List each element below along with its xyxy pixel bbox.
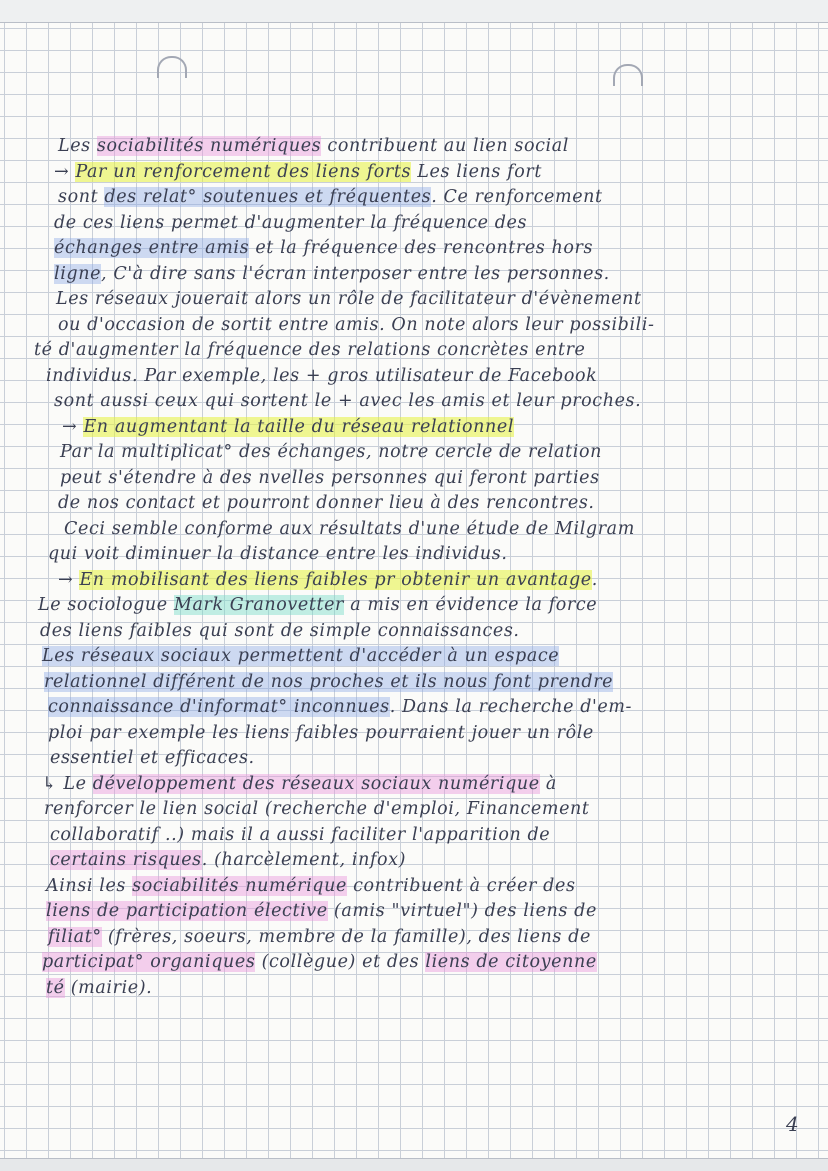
text-line bbox=[48, 695, 632, 719]
highlighted-text: développement des réseaux sociaux numérique bbox=[92, 773, 540, 794]
line-text: (collègue) et des bbox=[255, 952, 426, 972]
text-line bbox=[58, 313, 655, 337]
line-text: Ceci semble conforme aux résultats d'une étude de Milgram bbox=[64, 518, 635, 539]
line-text: . bbox=[591, 569, 598, 590]
line-text: des liens faibles qui sont de simple connaissances. bbox=[40, 620, 520, 641]
highlighted-text: connaissance d'informat° inconnues bbox=[48, 697, 390, 717]
line-text: de ces liens permet d'augmenter la fréquence des bbox=[54, 212, 528, 233]
line-text: Les bbox=[58, 136, 97, 156]
text-line bbox=[50, 746, 255, 770]
text-line bbox=[48, 925, 591, 949]
line-text: collaboratif ..) mais il a aussi faciliter l'apparition de bbox=[50, 824, 551, 845]
text-line bbox=[46, 364, 597, 388]
text-line bbox=[54, 211, 527, 235]
line-text: té d'augmenter la fréquence des relations concrètes entre bbox=[34, 340, 586, 360]
text-line bbox=[46, 976, 152, 1000]
page-bottom-edge bbox=[0, 1158, 828, 1171]
highlighted-text: En augmentant la taille du réseau relationnel bbox=[83, 416, 515, 437]
line-text: peut s'étendre à des nvelles personnes qui feront parties bbox=[60, 467, 600, 488]
text-line bbox=[64, 517, 635, 541]
highlighted-text: té bbox=[46, 977, 65, 998]
line-text: individus. Par exemple, les + gros utilisateur de Facebook bbox=[46, 365, 598, 386]
highlighted-text: En mobilisant des liens faibles pr obtenir un avantage bbox=[79, 569, 592, 590]
text-line bbox=[54, 236, 593, 260]
line-text: a mis en évidence la force bbox=[344, 595, 598, 615]
text-line bbox=[50, 823, 550, 847]
text-line bbox=[40, 619, 520, 643]
line-text: (amis "virtuel") des liens de bbox=[327, 901, 597, 921]
text-line bbox=[50, 848, 406, 872]
line-text: ↳ Le bbox=[42, 773, 93, 794]
line-text: renforcer le lien social (recherche d'emploi, Financement bbox=[44, 799, 590, 819]
line-text: contribuent au lien social bbox=[321, 136, 569, 156]
line-text: et la fréquence des rencontres hors bbox=[249, 238, 594, 258]
line-text: (mairie). bbox=[64, 977, 153, 998]
text-line bbox=[46, 874, 576, 898]
line-text: Par la multiplicat° des échanges, notre cercle de relation bbox=[60, 442, 602, 462]
binder-hole-right bbox=[613, 64, 643, 86]
text-line bbox=[42, 950, 597, 974]
line-text: → bbox=[54, 161, 76, 182]
highlighted-text: Les réseaux sociaux permettent d'accéder à un espace bbox=[42, 646, 560, 666]
line-text: essentiel et efficaces. bbox=[50, 748, 255, 768]
line-text: contribuent à créer des bbox=[346, 875, 576, 896]
text-line bbox=[58, 491, 595, 515]
text-line bbox=[46, 899, 597, 923]
page-top-edge bbox=[0, 0, 828, 23]
text-line bbox=[34, 338, 586, 362]
text-line bbox=[54, 160, 542, 184]
highlighted-text: ligne bbox=[54, 263, 102, 284]
line-text: de nos contact et pourront donner lieu à des rencontres. bbox=[58, 493, 595, 513]
text-line bbox=[58, 134, 569, 158]
line-text: → bbox=[58, 569, 80, 590]
line-text: ploi par exemple les liens faibles pourraient jouer un rôle bbox=[48, 722, 594, 743]
highlighted-text: sociabilités numériques bbox=[96, 136, 322, 156]
line-text: . Ce renforcement bbox=[431, 187, 603, 207]
highlighted-text: relationnel différent de nos proches et ils nous font prendre bbox=[44, 671, 614, 692]
highlighted-text: sociabilités numérique bbox=[132, 875, 347, 896]
line-text: . (harcèlement, infox) bbox=[201, 850, 407, 870]
highlighted-text: participat° organiques bbox=[42, 952, 256, 972]
text-line bbox=[38, 593, 597, 617]
highlighted-text: liens de participation élective bbox=[46, 901, 328, 921]
line-text: → bbox=[62, 416, 84, 437]
text-line bbox=[44, 670, 613, 694]
highlighted-text: liens de citoyenne bbox=[425, 952, 597, 972]
highlighted-text: échanges entre amis bbox=[54, 238, 250, 258]
highlighted-text: des relat° soutenues et fréquentes bbox=[104, 187, 432, 207]
line-text: Les liens fort bbox=[411, 161, 542, 182]
highlighted-text: certains risques bbox=[50, 850, 202, 870]
text-line bbox=[62, 415, 514, 439]
line-text: Les réseaux jouerait alors un rôle de facilitateur d'évènement bbox=[56, 289, 642, 309]
text-line bbox=[54, 262, 610, 286]
line-text: . Dans la recherche d'em- bbox=[389, 697, 633, 717]
text-line bbox=[56, 287, 642, 311]
text-line bbox=[60, 440, 602, 464]
text-line bbox=[48, 542, 508, 566]
line-text: , C'à dire sans l'écran interposer entre les personnes. bbox=[101, 263, 610, 284]
line-text: à bbox=[539, 773, 557, 794]
text-line bbox=[48, 721, 594, 745]
highlighted-text: Mark Granovetter bbox=[173, 595, 345, 615]
text-line bbox=[58, 185, 603, 209]
binder-hole-left bbox=[157, 56, 187, 78]
text-line bbox=[60, 466, 600, 490]
highlighted-text: filiat° bbox=[48, 926, 102, 947]
text-line bbox=[42, 644, 559, 668]
line-text: ou d'occasion de sortit entre amis. On note alors leur possibili- bbox=[58, 314, 655, 335]
line-text: sont aussi ceux qui sortent le + avec les amis et leur proches. bbox=[54, 391, 642, 411]
text-line bbox=[58, 568, 598, 592]
line-text: Ainsi les bbox=[46, 875, 133, 896]
highlighted-text: Par un renforcement des liens forts bbox=[75, 161, 412, 182]
line-text: qui voit diminuer la distance entre les individus. bbox=[48, 544, 508, 564]
text-line bbox=[42, 772, 557, 796]
text-line bbox=[44, 797, 590, 821]
text-line bbox=[54, 389, 641, 413]
page-number: 4 bbox=[786, 1112, 799, 1136]
line-text: (frères, soeurs, membre de la famille), des liens de bbox=[101, 926, 591, 947]
line-text: sont bbox=[58, 187, 105, 207]
line-text: Le sociologue bbox=[38, 595, 174, 615]
